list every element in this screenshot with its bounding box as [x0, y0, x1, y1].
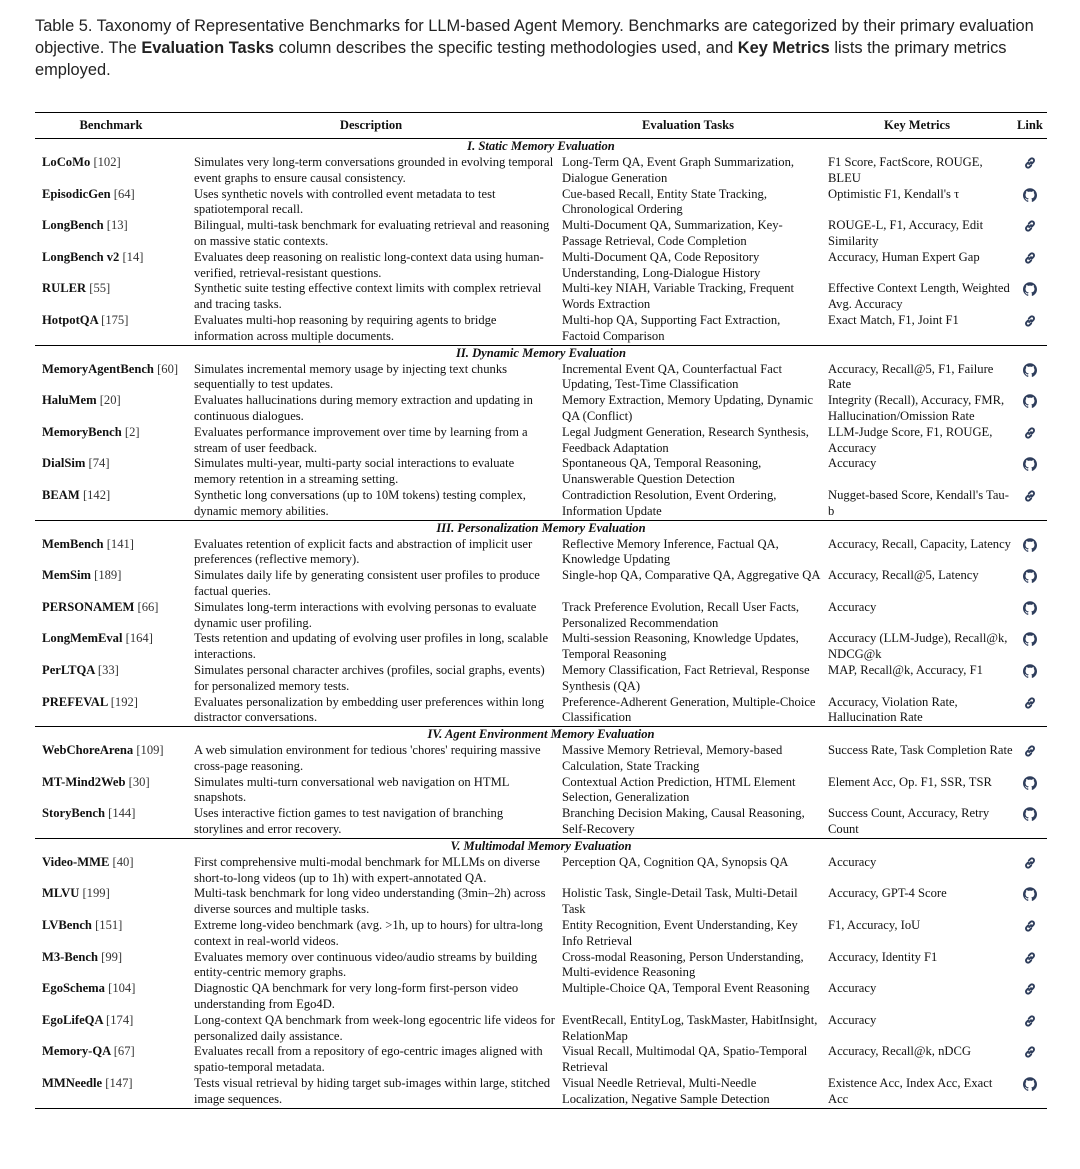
key-metrics-cell: F1, Accuracy, IoU — [828, 918, 921, 933]
key-metrics-cell: Nugget-based Score, Kendall's Tau-b — [828, 487, 1009, 518]
benchmark-name: HaluMem — [42, 393, 97, 408]
table-row — [35, 1076, 1047, 1108]
benchmark-cell — [35, 886, 187, 918]
description-cell: Simulates daily life by generating consistent user profiles to produce factual queries. — [194, 568, 540, 598]
table-row — [35, 1013, 1047, 1045]
citation-ref[interactable]: [74] — [88, 456, 110, 471]
key-metrics-cell: MAP, Recall@k, Accuracy, F1 — [828, 662, 983, 677]
table-row — [35, 743, 1047, 775]
benchmark-name: MMNeedle — [42, 1076, 103, 1091]
benchmark-cell — [35, 393, 187, 425]
evaluation-tasks-cell: Contradiction Resolution, Event Ordering, Information Update — [562, 487, 777, 518]
table-row — [35, 568, 1047, 600]
benchmark-cell — [35, 981, 187, 1013]
evaluation-tasks-cell: Long-Term QA, Event Graph Summarization, Dialogue Generation — [562, 155, 795, 185]
benchmark-name: PERSONAMEM — [42, 599, 135, 614]
key-metrics-cell: Element Acc, Op. F1, SSR, TSR — [828, 774, 992, 789]
evaluation-tasks-cell: Holistic Task, Single-Detail Task, Multi-Detail Task — [562, 886, 798, 917]
table-row — [35, 537, 1047, 569]
benchmark-cell — [35, 743, 187, 775]
caption-text-2: column describes the specific testing methodologies used, and — [274, 39, 738, 57]
table-caption — [35, 15, 1047, 81]
link-icon[interactable] — [1023, 1045, 1037, 1059]
evaluation-tasks-cell: Multi-Document QA, Summarization, Key-Passage Retrieval, Code Completion — [562, 218, 783, 248]
description-cell: Multi-task benchmark for long video understanding (3min–2h) across diverse sources and multiple tasks. — [194, 886, 546, 917]
table-row — [35, 663, 1047, 695]
table-row — [35, 218, 1047, 250]
link-cell — [1013, 537, 1047, 569]
benchmark-cell — [35, 918, 187, 950]
benchmark-name: MemBench — [42, 536, 104, 551]
link-icon[interactable] — [1023, 1014, 1037, 1028]
description-cell: Simulates multi-turn conversational web navigation on HTML snapshots. — [194, 774, 510, 805]
key-metrics-cell: Success Count, Accuracy, Retry Count — [828, 806, 990, 837]
table-row — [35, 695, 1047, 727]
benchmark-cell — [35, 218, 187, 250]
benchmark-cell — [35, 281, 187, 313]
link-cell — [1013, 806, 1047, 838]
link-cell — [1013, 1044, 1047, 1076]
link-cell — [1013, 155, 1047, 187]
link-cell — [1013, 695, 1047, 727]
benchmark-name: RULER — [42, 281, 87, 296]
benchmark-name: LongBench — [42, 218, 104, 233]
evaluation-tasks-cell: Single-hop QA, Comparative QA, Aggregative QA — [562, 568, 821, 583]
description-cell: Evaluates deep reasoning on realistic long-context data using human-verified, retrieval-resistant questions. — [194, 249, 544, 280]
citation-ref[interactable]: [164] — [125, 631, 153, 646]
benchmark-name: LongBench v2 — [42, 249, 120, 264]
benchmark-name: StoryBench — [42, 806, 105, 821]
key-metrics-cell: Accuracy, GPT-4 Score — [828, 886, 947, 901]
benchmark-cell — [35, 425, 187, 457]
link-icon[interactable] — [1023, 314, 1037, 328]
benchmark-name: EgoSchema — [42, 981, 105, 996]
evaluation-tasks-cell: EventRecall, EntityLog, TaskMaster, HabitInsight, RelationMap — [562, 1012, 818, 1043]
table-row — [35, 806, 1047, 838]
citation-ref[interactable]: [66] — [137, 599, 159, 614]
link-icon[interactable] — [1023, 251, 1037, 265]
evaluation-tasks-cell: Multi-hop QA, Supporting Fact Extraction, Factoid Comparison — [562, 312, 781, 343]
citation-ref[interactable]: [151] — [95, 918, 123, 933]
key-metrics-cell: Accuracy — [828, 599, 877, 614]
evaluation-tasks-cell: Reflective Memory Inference, Factual QA, Knowledge Updating — [562, 536, 779, 567]
link-cell — [1013, 187, 1047, 219]
table-row — [35, 425, 1047, 457]
evaluation-tasks-cell: Contextual Action Prediction, HTML Element Selection, Generalization — [562, 774, 796, 805]
evaluation-tasks-cell: Track Preference Evolution, Recall User Facts, Personalized Recommendation — [562, 599, 799, 630]
link-icon[interactable] — [1023, 156, 1037, 170]
description-cell: Evaluates hallucinations during memory extraction and updating in continuous dialogues. — [194, 393, 533, 423]
description-cell: Bilingual, multi-task benchmark for evaluating retrieval and reasoning on massive static contexts. — [194, 218, 550, 248]
citation-ref[interactable]: [20] — [99, 393, 121, 408]
evaluation-tasks-cell: Legal Judgment Generation, Research Synthesis, Feedback Adaptation — [562, 424, 809, 455]
benchmark-name: MemoryAgentBench — [42, 361, 154, 376]
evaluation-tasks-cell: Multi-Document QA, Code Repository Understanding, Long-Dialogue History — [562, 249, 761, 280]
table-row — [35, 250, 1047, 282]
description-cell: Tests retention and updating of evolving user profiles in long, scalable interactions. — [194, 631, 549, 662]
citation-ref[interactable]: [142] — [82, 487, 111, 502]
link-cell — [1013, 313, 1047, 345]
link-cell — [1013, 950, 1047, 982]
table-row — [35, 456, 1047, 488]
table-row — [35, 981, 1047, 1013]
evaluation-tasks-cell: Preference-Adherent Generation, Multiple-Choice Classification — [562, 694, 816, 725]
benchmark-cell — [35, 1076, 187, 1108]
citation-ref[interactable]: [40] — [112, 854, 134, 869]
citation-ref[interactable]: [174] — [106, 1012, 134, 1027]
key-metrics-cell: Success Rate, Task Completion Rate — [828, 743, 1013, 758]
benchmark-cell — [35, 1044, 187, 1076]
header-benchmark: Benchmark — [35, 113, 187, 139]
github-icon[interactable] — [1023, 807, 1037, 821]
caption-text-3: lists the primary metrics employed. — [35, 39, 1007, 79]
citation-ref[interactable]: [13] — [106, 218, 128, 233]
benchmark-cell — [35, 187, 187, 219]
description-cell: A web simulation environment for tedious 'chores' requiring massive cross-page reasoning. — [194, 743, 541, 773]
citation-ref[interactable]: [192] — [110, 694, 138, 709]
benchmark-name: DialSim — [42, 456, 86, 471]
citation-ref[interactable]: [144] — [108, 806, 136, 821]
description-cell: First comprehensive multi-modal benchmark for MLLMs on diverse short-to-long videos (up to 1h) with expert-annotated QA. — [194, 854, 540, 885]
description-cell: Evaluates retention of explicit facts and abstraction of implicit user preferences (reflective memory). — [194, 536, 533, 567]
evaluation-tasks-cell: Cross-modal Reasoning, Person Understanding, Multi-evidence Reasoning — [562, 949, 804, 980]
benchmark-cell — [35, 775, 187, 807]
benchmark-name: LongMemEval — [42, 631, 123, 646]
description-cell: Simulates very long-term conversations grounded in evolving temporal event graphs to ensure causal consistency. — [194, 155, 554, 185]
table-row — [35, 886, 1047, 918]
benchmark-name: MLVU — [42, 886, 80, 901]
benchmark-name: MemoryBench — [42, 424, 122, 439]
benchmark-cell — [35, 600, 187, 632]
table-body — [35, 139, 1047, 1109]
github-icon[interactable] — [1023, 632, 1037, 646]
caption-bold-key-metrics: Key Metrics — [737, 39, 830, 57]
section-header-row — [35, 838, 1047, 855]
description-cell: Simulates incremental memory usage by injecting text chunks sequentially to test updates. — [194, 361, 508, 392]
description-cell: Synthetic suite testing effective context limits with complex retrieval and tracing tasks. — [194, 281, 542, 312]
evaluation-tasks-cell: Cue-based Recall, Entity State Tracking, Chronological Ordering — [562, 186, 767, 217]
github-icon[interactable] — [1023, 887, 1037, 901]
github-icon[interactable] — [1023, 776, 1037, 790]
link-cell — [1013, 568, 1047, 600]
table-row — [35, 1044, 1047, 1076]
section-title: II. Dynamic Memory Evaluation — [35, 345, 1047, 362]
benchmark-cell — [35, 313, 187, 345]
key-metrics-cell: Accuracy, Human Expert Gap — [828, 249, 980, 264]
key-metrics-cell: Accuracy — [828, 456, 877, 471]
github-icon[interactable] — [1023, 282, 1037, 296]
benchmark-cell — [35, 950, 187, 982]
github-icon[interactable] — [1023, 664, 1037, 678]
link-cell — [1013, 918, 1047, 950]
evaluation-tasks-cell: Multi-key NIAH, Variable Tracking, Frequent Words Extraction — [562, 281, 795, 312]
benchmark-cell — [35, 1013, 187, 1045]
github-icon[interactable] — [1023, 394, 1037, 408]
header-description: Description — [187, 113, 555, 139]
benchmark-cell — [35, 456, 187, 488]
table-row — [35, 631, 1047, 663]
github-icon[interactable] — [1023, 363, 1037, 377]
section-title: I. Static Memory Evaluation — [467, 139, 615, 153]
link-cell — [1013, 362, 1047, 394]
evaluation-tasks-cell: Spontaneous QA, Temporal Reasoning, Unanswerable Question Detection — [562, 456, 762, 487]
key-metrics-cell: Accuracy, Recall@k, nDCG — [828, 1044, 971, 1059]
description-cell: Simulates personal character archives (profiles, social graphs, events) for personalized memory tests. — [194, 662, 545, 693]
section-title: III. Personalization Memory Evaluation — [35, 520, 1047, 537]
citation-ref[interactable]: [33] — [97, 662, 119, 677]
description-cell: Diagnostic QA benchmark for very long-form first-person video understanding from Ego4D. — [194, 981, 519, 1012]
section-header-row — [35, 520, 1047, 537]
link-cell — [1013, 488, 1047, 520]
table-row — [35, 600, 1047, 632]
link-icon[interactable] — [1023, 489, 1037, 503]
description-cell: Long-context QA benchmark from week-long egocentric life videos for personalized daily assistance. — [194, 1012, 555, 1043]
key-metrics-cell: Accuracy, Recall@5, Latency — [828, 568, 979, 583]
benchmark-name: EgoLifeQA — [42, 1012, 103, 1027]
github-icon[interactable] — [1023, 569, 1037, 583]
table-row — [35, 918, 1047, 950]
description-cell: Simulates long-term interactions with evolving personas to evaluate dynamic user profiling. — [194, 599, 537, 630]
link-icon[interactable] — [1023, 982, 1037, 996]
description-cell: Simulates multi-year, multi-party social interactions to evaluate memory retention in a streaming setting. — [194, 456, 515, 487]
key-metrics-cell: Accuracy, Identity F1 — [828, 949, 938, 964]
citation-ref[interactable]: [189] — [94, 568, 122, 583]
citation-ref[interactable]: [109] — [136, 743, 164, 758]
benchmark-name: Memory-QA — [42, 1044, 111, 1059]
citation-ref[interactable]: [30] — [128, 774, 150, 789]
evaluation-tasks-cell: Memory Classification, Fact Retrieval, Response Synthesis (QA) — [562, 662, 810, 693]
table-row — [35, 362, 1047, 394]
key-metrics-cell: Accuracy, Recall@5, F1, Failure Rate — [828, 361, 994, 392]
section-header-row — [35, 139, 1047, 156]
table-row — [35, 855, 1047, 887]
evaluation-tasks-cell: Entity Recognition, Event Understanding, Key Info Retrieval — [562, 918, 798, 948]
citation-ref[interactable]: [64] — [113, 186, 135, 201]
benchmark-name: HotpotQA — [42, 312, 98, 327]
link-icon[interactable] — [1023, 856, 1037, 870]
key-metrics-cell: Accuracy — [828, 981, 877, 996]
section-header-row — [35, 345, 1047, 362]
benchmark-name: MT-Mind2Web — [42, 774, 126, 789]
benchmark-name: M3-Bench — [42, 949, 98, 964]
link-cell — [1013, 250, 1047, 282]
benchmark-cell — [35, 631, 187, 663]
github-icon[interactable] — [1023, 457, 1037, 471]
description-cell: Tests visual retrieval by hiding target sub-images within large, stitched image sequences. — [194, 1076, 551, 1106]
description-cell: Evaluates memory over continuous video/audio streams by building entity-centric memory graphs. — [194, 949, 538, 980]
link-icon[interactable] — [1023, 219, 1037, 233]
section-header-row — [35, 727, 1047, 744]
description-cell: Evaluates performance improvement over time by learning from a stream of user feedback. — [194, 424, 528, 455]
table-row — [35, 393, 1047, 425]
table-row — [35, 775, 1047, 807]
link-icon[interactable] — [1023, 744, 1037, 758]
evaluation-tasks-cell: Memory Extraction, Memory Updating, Dynamic QA (Conflict) — [562, 393, 814, 423]
key-metrics-cell: Accuracy — [828, 1012, 877, 1027]
benchmark-cell — [35, 806, 187, 838]
link-cell — [1013, 218, 1047, 250]
key-metrics-cell: Optimistic F1, Kendall's τ — [828, 186, 960, 201]
key-metrics-cell: Accuracy, Violation Rate, Hallucination Rate — [828, 694, 958, 725]
description-cell: Evaluates multi-hop reasoning by requiring agents to bridge information across multiple documents. — [194, 312, 497, 343]
citation-ref[interactable]: [2] — [124, 424, 140, 439]
benchmark-name: LVBench — [42, 918, 92, 933]
evaluation-tasks-cell: Multi-session Reasoning, Knowledge Updates, Temporal Reasoning — [562, 631, 799, 662]
evaluation-tasks-cell: Incremental Event QA, Counterfactual Fact Updating, Test-Time Classification — [562, 361, 782, 392]
evaluation-tasks-cell: Visual Needle Retrieval, Multi-Needle Localization, Negative Sample Detection — [562, 1076, 770, 1106]
citation-ref[interactable]: [14] — [122, 249, 144, 264]
section-title: V. Multimodal Memory Evaluation — [35, 838, 1047, 855]
citation-ref[interactable]: [147] — [105, 1076, 133, 1091]
link-cell — [1013, 775, 1047, 807]
header-key-metrics: Key Metrics — [821, 113, 1013, 139]
benchmark-cell — [35, 488, 187, 520]
benchmark-cell — [35, 663, 187, 695]
benchmark-name: Video-MME — [42, 854, 110, 869]
header-row — [35, 113, 1047, 139]
evaluation-tasks-cell: Multiple-Choice QA, Temporal Event Reasoning — [562, 981, 810, 996]
link-cell — [1013, 1013, 1047, 1045]
citation-ref[interactable]: [55] — [89, 281, 111, 296]
key-metrics-cell: Accuracy (LLM-Judge), Recall@k, NDCG@k — [828, 631, 1008, 662]
table-row — [35, 155, 1047, 187]
benchmark-name: MemSim — [42, 568, 91, 583]
link-cell — [1013, 886, 1047, 918]
link-cell — [1013, 393, 1047, 425]
link-cell — [1013, 855, 1047, 887]
citation-ref[interactable]: [175] — [101, 312, 129, 327]
benchmark-name: WebChoreArena — [42, 743, 134, 758]
github-icon[interactable] — [1023, 538, 1037, 552]
citation-ref[interactable]: [199] — [82, 886, 110, 901]
link-cell — [1013, 1076, 1047, 1108]
github-icon[interactable] — [1023, 188, 1037, 202]
citation-ref[interactable]: [104] — [108, 981, 136, 996]
benchmark-name: LoCoMo — [42, 155, 91, 169]
link-cell — [1013, 981, 1047, 1013]
benchmark-cell — [35, 568, 187, 600]
caption-bold-evaluation-tasks: Evaluation Tasks — [141, 39, 275, 57]
link-cell — [1013, 600, 1047, 632]
citation-ref[interactable]: [60] — [157, 361, 179, 376]
link-icon[interactable] — [1023, 696, 1037, 710]
header-evaluation-tasks: Evaluation Tasks — [555, 113, 821, 139]
benchmark-cell — [35, 695, 187, 727]
citation-ref[interactable]: [141] — [106, 536, 134, 551]
citation-ref[interactable]: [99] — [101, 949, 123, 964]
table-row — [35, 281, 1047, 313]
evaluation-tasks-cell: Visual Recall, Multimodal QA, Spatio-Temporal Retrieval — [562, 1044, 808, 1075]
evaluation-tasks-cell: Perception QA, Cognition QA, Synopsis QA — [562, 854, 789, 869]
description-cell: Extreme long-video benchmark (avg. >1h, up to hours) for ultra-long context in real-world videos. — [194, 918, 543, 948]
description-cell: Uses synthetic novels with controlled event metadata to test spatiotemporal recall. — [194, 186, 496, 217]
benchmark-table — [35, 112, 1047, 1109]
description-cell: Uses interactive fiction games to test navigation of branching storylines and error recovery. — [194, 806, 504, 837]
key-metrics-cell: F1 Score, FactScore, ROUGE, BLEU — [828, 155, 983, 185]
key-metrics-cell: Accuracy, Recall, Capacity, Latency — [828, 536, 1011, 551]
link-cell — [1013, 743, 1047, 775]
benchmark-cell — [35, 250, 187, 282]
caption-text-1: Table 5. Taxonomy of Representative Benchmarks for LLM-based Agent Memory. Benchmarks are categorized by their primary evaluation objective. The — [35, 17, 1034, 57]
benchmark-cell — [35, 855, 187, 887]
key-metrics-cell: Effective Context Length, Weighted Avg. Accuracy — [828, 281, 1010, 312]
key-metrics-cell: Integrity (Recall), Accuracy, FMR, Hallucination/Omission Rate — [828, 393, 1005, 423]
link-cell — [1013, 425, 1047, 457]
description-cell: Evaluates recall from a repository of ego-centric images aligned with spatio-temporal metadata. — [194, 1044, 543, 1075]
table-row — [35, 187, 1047, 219]
key-metrics-cell: Accuracy — [828, 854, 877, 869]
benchmark-cell — [35, 537, 187, 569]
github-icon[interactable] — [1023, 601, 1037, 615]
key-metrics-cell: Exact Match, F1, Joint F1 — [828, 312, 959, 327]
benchmark-name: BEAM — [42, 487, 80, 502]
citation-ref[interactable]: [67] — [113, 1044, 135, 1059]
description-cell: Synthetic long conversations (up to 10M tokens) testing complex, dynamic memory abilities. — [194, 487, 526, 518]
github-icon[interactable] — [1023, 1077, 1037, 1091]
table-row — [35, 488, 1047, 520]
link-icon[interactable] — [1023, 426, 1037, 440]
citation-ref[interactable]: [102] — [93, 155, 121, 169]
evaluation-tasks-cell: Massive Memory Retrieval, Memory-based Calculation, State Tracking — [562, 743, 783, 773]
link-cell — [1013, 281, 1047, 313]
description-cell: Evaluates personalization by embedding user preferences within long distractor conversations. — [194, 694, 545, 725]
table-row — [35, 313, 1047, 345]
link-cell — [1013, 631, 1047, 663]
link-cell — [1013, 663, 1047, 695]
key-metrics-cell: Existence Acc, Index Acc, Exact Acc — [828, 1076, 993, 1106]
link-icon[interactable] — [1023, 951, 1037, 965]
link-icon[interactable] — [1023, 919, 1037, 933]
header-link: Link — [1013, 113, 1047, 139]
evaluation-tasks-cell: Branching Decision Making, Causal Reasoning, Self-Recovery — [562, 806, 805, 837]
benchmark-name: PerLTQA — [42, 662, 95, 677]
section-title: IV. Agent Environment Memory Evaluation — [35, 727, 1047, 744]
table-row — [35, 950, 1047, 982]
benchmark-cell — [35, 155, 187, 187]
benchmark-name: EpisodicGen — [42, 186, 111, 201]
key-metrics-cell: ROUGE-L, F1, Accuracy, Edit Similarity — [828, 218, 984, 248]
benchmark-cell — [35, 362, 187, 394]
benchmark-name: PREFEVAL — [42, 694, 108, 709]
link-cell — [1013, 456, 1047, 488]
key-metrics-cell: LLM-Judge Score, F1, ROUGE, Accuracy — [828, 424, 993, 455]
